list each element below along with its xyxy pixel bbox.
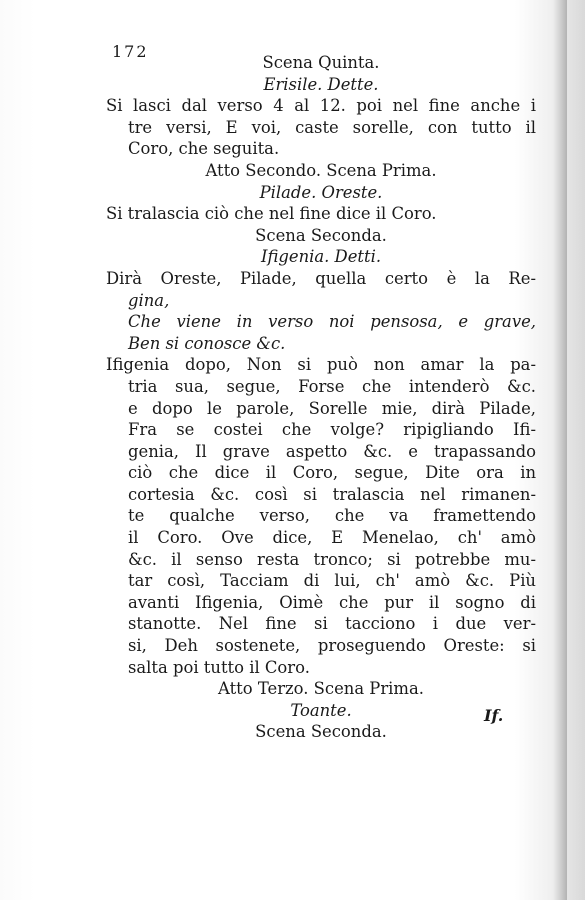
text-line: Coro, che seguita. (128, 139, 280, 159)
text-line: Ben si conosce &c. (128, 333, 286, 353)
text-line: gina, (128, 290, 170, 310)
text-line: genia, Il grave aspetto &c. e trapassando (128, 441, 536, 461)
text-line: Ifigenia dopo, Non si può non amar la pa- (106, 355, 536, 375)
text-line: Ifigenia. Detti. (260, 247, 382, 267)
text-line: salta poi tutto il Coro. (128, 657, 310, 677)
text-line: ciò che dice il Coro, segue, Dite ora in (128, 463, 536, 483)
text-line: Si tralascia ciò che nel fine dice il Coro. (106, 204, 437, 224)
text-line: stanotte. Nel fine si tacciono i due ver- (128, 614, 536, 634)
text-line: Che viene in verso noi pensosa, e grave, (128, 312, 536, 332)
text-line: tria sua, segue, Forse che intenderò &c. (128, 376, 536, 396)
text-line: Scena Quinta. (262, 53, 380, 72)
text-line: Scena Seconda. (255, 722, 387, 742)
text-line: cortesia &c. così si tralascia nel rimanen- (128, 484, 536, 504)
text-line: te qualche verso, che va framettendo (128, 506, 536, 526)
text-line: Pilade. Oreste. (259, 182, 383, 202)
text-line: Atto Terzo. Scena Prima. (218, 679, 424, 699)
text-line: si, Deh sostenete, proseguendo Oreste: si (128, 636, 536, 656)
text-line: Erisile. Dette. (263, 74, 379, 94)
text-line: il Coro. Ove dice, E Menelao, ch' amò (128, 528, 536, 548)
text-line: Toante. (290, 700, 352, 720)
page-text (106, 38, 536, 743)
text-line: Scena Seconda. (255, 225, 387, 245)
page-gutter-shadow (553, 0, 567, 900)
text-line: Fra se costei che volge? ripigliando Ifi- (128, 420, 536, 440)
header-spacer (106, 38, 536, 52)
text-line: tar così, Tacciam di lui, ch' amò &c. Più (128, 571, 536, 591)
catchword: If. (484, 706, 504, 725)
text-line: Atto Secondo. Scena Prima. (205, 160, 437, 180)
text-line: avanti Ifigenia, Oimè che pur il sogno di (128, 592, 536, 612)
text-line: Dirà Oreste, Pilade, quella certo è la Re- (106, 268, 536, 288)
text-line: tre versi, E voi, caste sorelle, con tutto il (128, 117, 536, 137)
text-line: &c. il senso resta tronco; si potrebbe mu- (128, 549, 536, 569)
text-line: e dopo le parole, Sorelle mie, dirà Pilade, (128, 398, 536, 418)
page-number: 172 (112, 42, 149, 61)
text-line: Si lasci dal verso 4 al 12. poi nel fine anche i (106, 96, 536, 116)
